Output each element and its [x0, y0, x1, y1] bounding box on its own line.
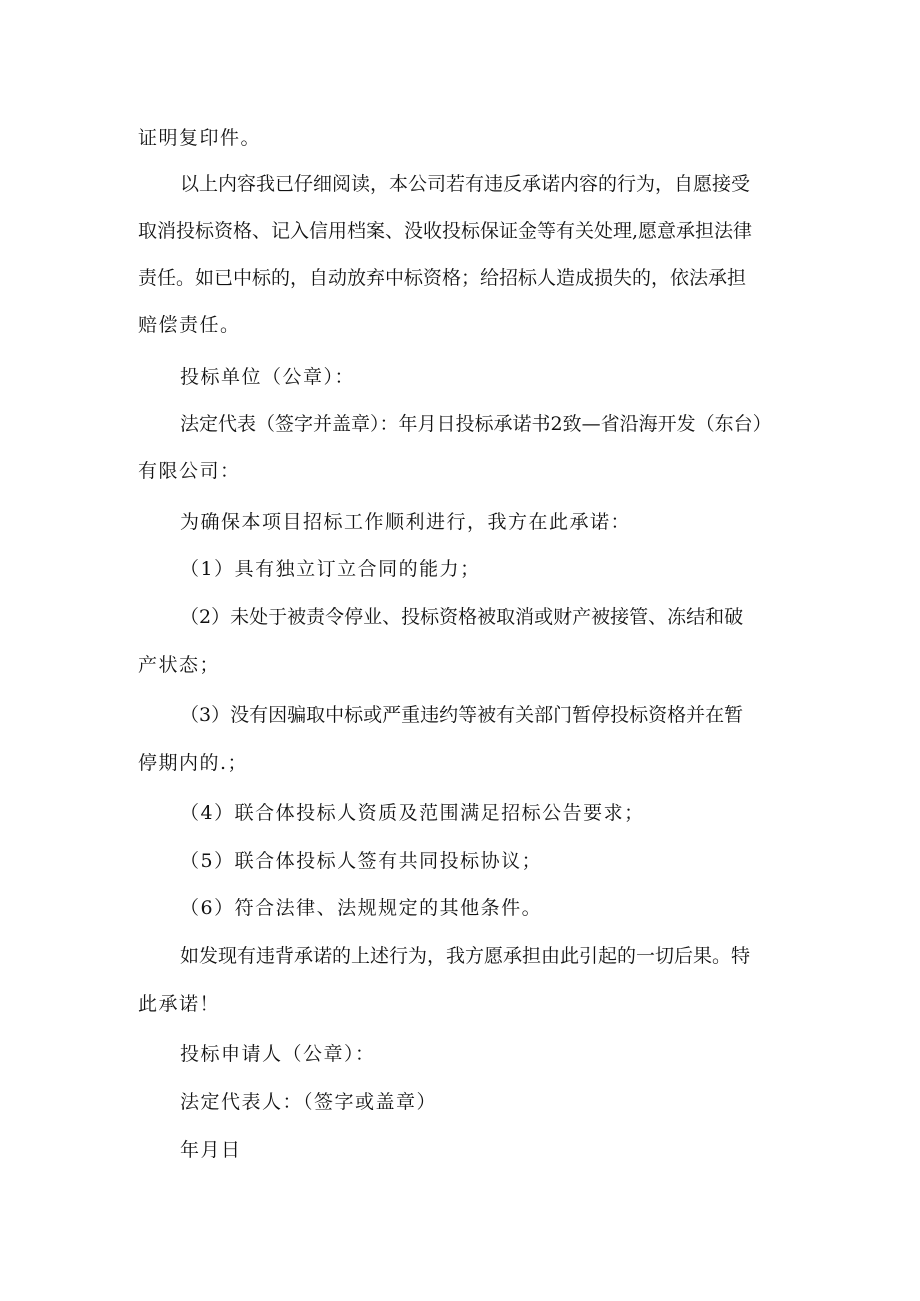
list-item-continuation: 停期内的.； — [138, 752, 249, 774]
text-line: 此承诺！ — [138, 993, 221, 1015]
text-line: 法定代表（签字并盖章）：年月日投标承诺书2致—省沿海开发（东台） — [180, 413, 772, 435]
date-label: 年月日 — [180, 1139, 242, 1161]
list-item-continuation: 产状态； — [138, 654, 221, 676]
text-line: 取消投标资格、记入信用档案、没收投标保证金等有关处理,愿意承担法律 — [138, 220, 753, 242]
text-line: 投标单位（公章）： — [180, 366, 356, 388]
text-line: 以上内容我已仔细阅读，本公司若有违反承诺内容的行为，自愿接受 — [180, 173, 751, 195]
list-item: （6）符合法律、法规规定的其他条件。 — [180, 897, 543, 919]
list-item: （5）联合体投标人签有共同投标协议； — [180, 850, 543, 872]
signature-label: 投标申请人（公章）： — [180, 1043, 376, 1065]
list-item: （3）没有因骗取中标或严重违约等被有关部门暂停投标资格并在暂 — [180, 704, 744, 726]
text-line: 赔偿责任。 — [138, 314, 241, 336]
text-line: 如发现有违背承诺的上述行为，我方愿承担由此引起的一切后果。特 — [180, 945, 751, 967]
signature-label: 法定代表人：（签字或盖章） — [180, 1091, 438, 1113]
text-line: 为确保本项目招标工作顺利进行，我方在此承诺： — [180, 511, 632, 533]
list-item: （2）未处于被责令停业、投标资格被取消或财产被接管、冻结和破 — [180, 606, 744, 628]
list-item: （1）具有独立订立合同的能力； — [180, 558, 481, 580]
text-line: 责任。如已中标的，自动放弃中标资格；给招标人造成损失的，依法承担 — [138, 267, 747, 289]
list-item: （4）联合体投标人资质及范围满足招标公告要求； — [180, 802, 645, 824]
text-line: 有限公司： — [138, 460, 241, 482]
text-line: 证明复印件。 — [138, 127, 262, 149]
